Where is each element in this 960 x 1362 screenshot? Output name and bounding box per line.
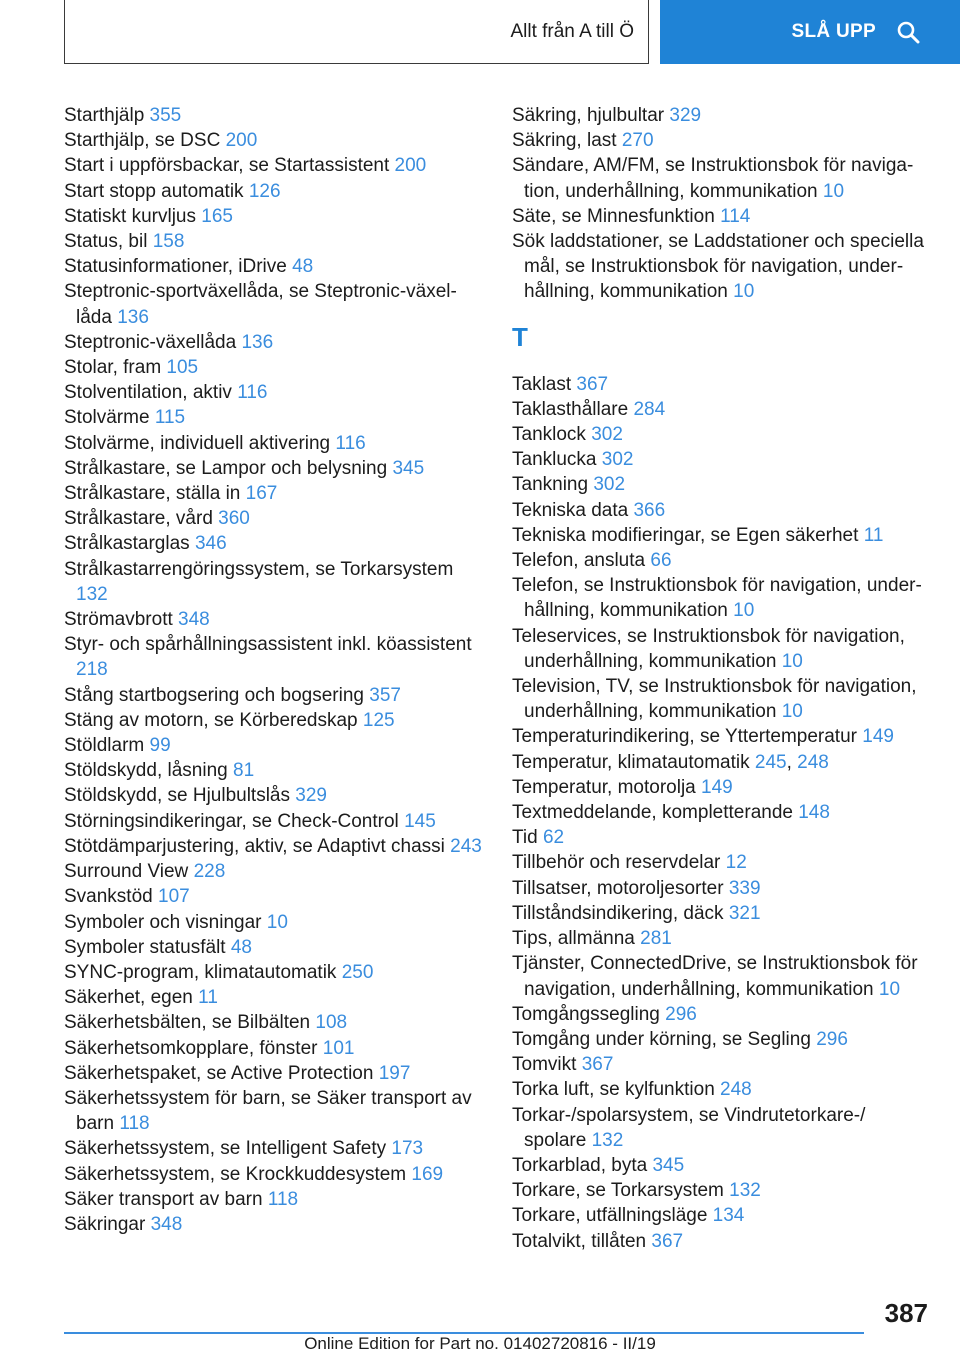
index-entry-text: Stäng av motorn, se Körberedskap [64,709,363,731]
index-entry-text: Temperaturindikering, se Yttertemperatur [512,726,863,748]
index-entry [512,1077,932,1102]
index-entry [64,481,484,506]
index-entry [64,1036,484,1061]
index-tab[interactable] [64,0,649,64]
page-link[interactable]: 101 [322,1037,355,1059]
index-entry-text: Steptronic-sportväxellåda, se Steptronic-växellåda [64,281,457,328]
page-link[interactable]: 158 [152,231,185,253]
index-entry-text: Strålkastare, ställa in [64,483,246,505]
index-entry [512,750,932,775]
search-tab[interactable] [660,0,960,64]
index-entry [64,1136,484,1161]
index-entry-text: Sök laddstationer, se Laddstationer och speciella mål, se Instruktionsbok för navigation, underhållning, kommunikation [512,231,924,303]
index-entry-text: Stöldskydd, se Hjulbultslås [64,785,296,807]
page-link[interactable]: 48 [292,256,314,278]
page-link[interactable]: 346 [194,533,227,555]
index-entry [64,809,484,834]
page-link[interactable]: 345 [392,457,425,479]
index-tab-label: Allt från A till Ö [510,20,634,42]
index-entry [64,204,484,229]
index-entry [512,876,932,901]
index-entry-text: Säkring, hjulbultar [512,105,670,126]
index-entry-text: Temperatur, motorolja [512,776,702,798]
page-number: 387 [884,1298,928,1328]
page-link[interactable]: 118 [267,1188,299,1210]
index-entry-text: Torkarblad, byta [512,1154,653,1176]
index-entry [64,733,484,758]
index-entry-text: Säkerhet, egen [64,987,199,1009]
section-letter: T [512,321,528,352]
page-link[interactable]: 108 [315,1012,348,1034]
index-entry-text: Tillsatser, motoroljesorter [512,877,729,899]
index-entry-text: Tomgång under körning, se Segling [512,1028,817,1050]
index-entry [512,1178,932,1203]
index-entry-text: Tankning [512,474,594,496]
index-entry-text: Statiskt kurvljus [64,205,202,227]
page-link[interactable]: 118 [119,1113,150,1135]
index-entry-text: Säkerhetsbälten, se Bilbälten [64,1012,316,1034]
page-link[interactable]: 245 [754,751,787,773]
page-link[interactable]: 366 [633,499,666,521]
page-link[interactable]: 149 [701,776,733,798]
index-entry-text: Totalvikt, tillåten [512,1230,652,1252]
page-link[interactable]: 11 [198,987,218,1009]
index-entry-text: Torka luft, se kylfunktion [512,1079,721,1101]
index-entry [512,153,932,203]
index-entry [64,960,484,985]
page-link[interactable]: 126 [248,180,281,202]
index-entry [64,380,484,405]
index-entry-text: Surround View [64,861,194,883]
page-link[interactable]: 281 [640,928,672,950]
page-link[interactable]: 200 [225,130,258,152]
index-entry [512,573,932,623]
index-entry [512,1229,932,1254]
page-link[interactable]: 10 [822,180,845,202]
index-entry-text: Tekniska modifieringar, se Egen säkerhet [512,524,864,546]
index-entry [512,1203,932,1228]
index-entry-text: Textmeddelande, kompletterande [512,802,799,824]
index-entry-text: Strålkastare, vård [64,508,219,530]
page-link[interactable]: 355 [149,105,182,126]
index-entry [64,985,484,1010]
index-entry-text: Säker transport av barn [64,1188,268,1210]
page-link[interactable]: 114 [720,205,751,227]
index-entry-text: Telefon, ansluta [512,550,651,572]
index-entry [512,204,932,229]
page-link[interactable]: 10 [733,281,755,303]
top-navigation [0,0,960,66]
index-entry-text: Stång startbogsering och bogsering [64,684,370,706]
page-link[interactable]: 302 [601,449,634,471]
index-entry-text: Stöldskydd, låsning [64,760,233,782]
index-entry [512,472,932,497]
page-link[interactable]: 302 [593,474,626,496]
page-link[interactable]: 116 [237,382,268,404]
page-link[interactable]: 10 [781,701,803,723]
index-entry-text: Strålkastarrengöringssystem, se Torkarsystem [64,558,454,580]
page-link[interactable]: 107 [158,886,190,908]
index-entry [512,1103,932,1153]
index-entry-text: Säkerhetspaket, se Active Protection [64,1062,379,1084]
index-entry-text: Stolvärme [64,407,155,429]
index-entry-text: Start i uppförsbackar, se Startassistent [64,155,395,177]
page-link[interactable]: 165 [201,205,233,227]
page-link[interactable]: 12 [725,852,747,874]
index-entry [64,935,484,960]
index-entry [64,632,484,682]
index-entry-text: Starthjälp [64,105,150,126]
index-entry [512,850,932,875]
search-icon [896,20,920,44]
index-entry [64,607,484,632]
page-link[interactable]: 339 [728,877,761,899]
index-entry-text: Säte, se Minnesfunktion [512,205,721,227]
index-entry [512,926,932,951]
index-entry-text: Strålkastare, se Lampor och belysning [64,457,393,479]
index-entry-text: Svankstöd [64,886,158,908]
edition-footer: Online Edition for Part no. 01402720816 - II/19 [304,1334,656,1353]
index-entry-text: Torkar-/spolarsystem, se Vindrutetorkare-/ spolare [512,1104,866,1151]
index-entry [512,775,932,800]
page-link[interactable]: 250 [341,961,374,983]
page-link[interactable]: 218 [76,659,108,681]
index-entry [64,405,484,430]
index-entry-text: Tanklock [512,424,592,446]
page-link[interactable]: 148 [798,802,830,824]
index-entry-text: Säkerhetssystem, se Intelligent Safety [64,1138,392,1160]
index-entry-text: Tjänster, ConnectedDrive, se Instruktionsbok för navigation, underhållning, kommunikation [512,953,918,1000]
index-entry [64,179,484,204]
page-link[interactable]: 248 [797,751,829,773]
index-entry-text: Tomvikt [512,1054,582,1076]
index-entry [512,724,932,749]
index-entry [64,254,484,279]
page-separator: , [786,751,798,773]
index-entry-text: Säkerhetssystem, se Krockkuddesystem [64,1163,412,1185]
page-link[interactable]: 10 [266,911,288,933]
page-link[interactable]: 11 [863,524,884,546]
index-entry-text: Taklast [512,373,577,395]
page-link[interactable]: 357 [369,684,401,706]
index-entry-text: Säkerhetsomkopplare, fönster [64,1037,323,1059]
index-entry-text: Stolar, fram [64,357,167,379]
page-link[interactable]: 132 [76,583,108,605]
page-link[interactable]: 136 [241,331,274,353]
index-entry [64,783,484,808]
index-entry-text: Tekniska data [512,499,634,521]
index-entry-text: Start stopp automatik [64,180,249,202]
index-entry-text: Torkare, se Torkarsystem [512,1180,730,1202]
index-entry [64,128,484,153]
index-entry [512,422,932,447]
page-link[interactable]: 136 [117,306,149,328]
index-entry [64,531,484,556]
index-entry [64,506,484,531]
page-link[interactable]: 348 [150,1213,183,1235]
index-entry-text: SYNC-program, klimatautomatik [64,961,342,983]
index-entry [64,279,484,329]
index-entry [512,1153,932,1178]
index-entry-text: Störningsindikeringar, se Check-Control [64,810,405,832]
index-entry [64,557,484,607]
page-link[interactable]: 167 [245,483,278,505]
page-link[interactable]: 105 [166,357,199,379]
index-entry [64,758,484,783]
index-entry-text: Styr- och spårhållningsassistent inkl. köassistent [64,634,472,656]
page-link[interactable]: 81 [233,760,255,782]
page-link[interactable]: 132 [729,1180,761,1202]
search-tab-label: SLÅ UPP [791,21,876,42]
index-entry-text: Taklasthållare [512,398,634,420]
index-entry [512,1027,932,1052]
page-link[interactable]: 200 [394,155,427,177]
page-link[interactable]: 48 [230,936,252,958]
index-entry-text: Strålkastarglas [64,533,195,555]
page-link[interactable]: 99 [149,735,171,757]
index-entry-text: Tomgångssegling [512,1003,666,1025]
index-entry [512,800,932,825]
page-link[interactable]: 197 [378,1062,411,1084]
index-list-t [512,372,932,1254]
index-entry-text: Temperatur, klimatautomatik [512,751,755,773]
index-entry [64,910,484,935]
index-entry-text: Sändare, AM/FM, se Instruktionsbok för navigation, underhållning, kommunikation [512,155,914,202]
index-entry-text: Stolventilation, aktiv [64,382,238,404]
page-link[interactable]: 149 [862,726,894,748]
page-link[interactable]: 10 [781,650,803,672]
index-entry-text: Säkerhetssystem för barn, se Säker transport av barn [64,1087,472,1135]
index-entry [512,447,932,472]
index-entry [512,103,932,128]
index-entry [64,708,484,733]
index-entry [512,372,932,397]
page-link[interactable]: 270 [621,130,654,152]
page-link[interactable]: 62 [542,827,565,849]
index-entry [512,674,932,724]
index-entry [512,498,932,523]
index-entry [512,229,932,305]
index-entry [512,951,932,1001]
index-entry-text: Status, bil [64,231,153,253]
index-entry-text: Strömavbrott [64,609,179,631]
index-entry [512,128,932,153]
index-entry [512,523,932,548]
index-entry-text: Telefon, se Instruktionsbok för navigation, underhållning, kommunikation [512,575,922,622]
page-link[interactable]: 134 [712,1205,745,1227]
index-entry-text: Stöldlarm [64,735,150,757]
page-link[interactable]: 10 [878,978,901,1000]
page-link[interactable]: 367 [576,373,609,395]
index-entry-text: Television, TV, se Instruktionsbok för navigation, underhållning, kommunikation [512,676,917,723]
index-entry [64,153,484,178]
page-link[interactable]: 115 [154,407,186,429]
index-entry-text: Symboler statusfält [64,936,231,958]
page-link[interactable]: 169 [411,1163,444,1185]
index-entry [512,901,932,926]
index-column-right [512,103,932,1254]
page-link[interactable]: 248 [720,1079,752,1101]
page-link[interactable]: 296 [816,1028,848,1050]
index-entry [64,103,484,128]
index-entry [64,355,484,380]
index-entry [512,624,932,674]
index-entry-text: Säkring, last [512,130,622,152]
index-entry-text: Steptronic-växellåda [64,331,242,353]
page-link[interactable]: 321 [728,902,761,924]
page-link[interactable]: 367 [651,1230,684,1252]
page-link[interactable]: 360 [218,508,250,530]
index-entry [64,1010,484,1035]
index-column-left [64,103,484,1237]
index-entry-text: Stötdämparjustering, aktiv, se Adaptivt chassi [64,835,451,857]
index-entry-text: Tillståndsindikering, däck [512,902,729,924]
index-entry [64,1086,484,1136]
index-entry [64,456,484,481]
index-entry [512,548,932,573]
page-link[interactable]: 173 [391,1138,424,1160]
page-link[interactable]: 329 [669,105,702,126]
page-link[interactable]: 228 [193,861,226,883]
index-entry-text: Symboler och visningar [64,911,267,933]
index-entry-text: Tanklucka [512,449,602,471]
index-entry-text: Tillbehör och reservdelar [512,852,726,874]
index-entry [64,834,484,859]
index-entry [512,1002,932,1027]
index-entry [64,1187,484,1212]
index-entry-text: Tips, allmänna [512,928,641,950]
index-entry [512,825,932,850]
page-link[interactable]: 284 [633,398,666,420]
page-link[interactable]: 302 [591,424,623,446]
index-entry [64,1061,484,1086]
index-entry [64,859,484,884]
index-entry-text: Tid [512,827,543,849]
page-link[interactable]: 348 [178,609,210,631]
index-list-s-continued [512,103,932,305]
page-link[interactable]: 367 [581,1054,614,1076]
page-link[interactable]: 145 [404,810,436,832]
page-link[interactable]: 345 [652,1154,685,1176]
page-link[interactable]: 125 [362,709,395,731]
page-link[interactable]: 132 [591,1129,624,1151]
page-link[interactable]: 296 [665,1003,697,1025]
index-entry-text: Torkare, utfällningsläge [512,1205,713,1227]
index-entry [64,884,484,909]
index-entry [64,1212,484,1237]
page-link[interactable]: 243 [450,835,482,857]
index-entry [64,330,484,355]
index-entry-text: Teleservices, se Instruktionsbok för navigation, underhållning, kommunikation [512,625,905,672]
page-link[interactable]: 10 [733,600,755,622]
index-entry-text: Starthjälp, se DSC [64,130,226,152]
page-link[interactable]: 116 [335,432,366,454]
index-entry-text: Statusinformationer, iDrive [64,256,293,278]
index-entry [512,397,932,422]
index-entry [64,1162,484,1187]
page-link[interactable]: 66 [650,550,672,572]
index-entry [512,1052,932,1077]
index-entry-text: Säkringar [64,1213,151,1235]
page-link[interactable]: 329 [295,785,327,807]
index-entry-text: Stolvärme, individuell aktivering [64,432,336,454]
index-entry [64,431,484,456]
index-entry [64,229,484,254]
index-entry [64,683,484,708]
